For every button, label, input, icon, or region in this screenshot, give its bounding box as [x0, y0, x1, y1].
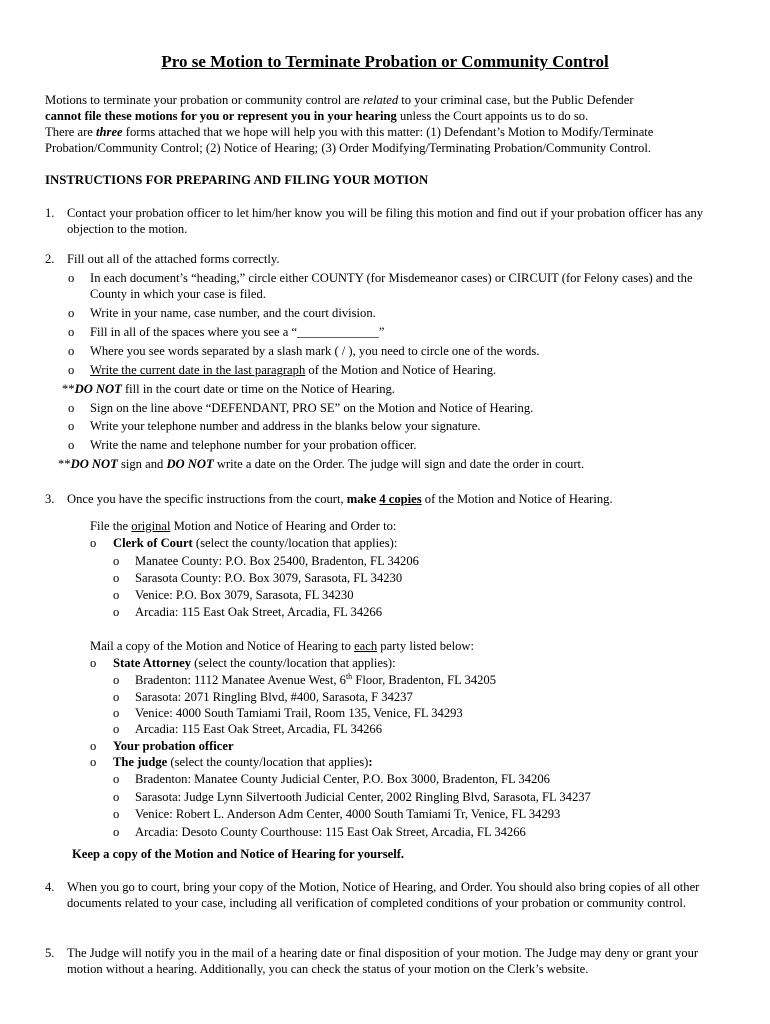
- bullet-icon: o: [68, 306, 75, 320]
- bullet-icon: o: [68, 344, 75, 358]
- bullet-icon: o: [113, 790, 120, 804]
- judge-address: Arcadia: Desoto County Courthouse: 115 East Oak Street, Arcadia, FL 34266: [135, 825, 526, 839]
- step-2-item-slash: Where you see words separated by a slash mark ( / ), you need to circle one of the words.: [90, 344, 540, 358]
- step-2-number: 2.: [45, 252, 55, 266]
- step-2-item-date: Write the current date in the last paragraph of the Motion and Notice of Hearing.: [90, 363, 497, 377]
- note-do-not-fill-date: **DO NOT fill in the court date or time on the Notice of Hearing.: [62, 382, 395, 396]
- clerk-address: Sarasota County: P.O. Box 3079, Sarasota, FL 34230: [135, 571, 403, 585]
- file-original-line: File the original Motion and Notice of Hearing and Order to:: [90, 519, 397, 533]
- step-2-text: Fill out all of the attached forms correctly.: [67, 252, 280, 266]
- bullet-icon: o: [90, 739, 97, 753]
- step-1-text: Contact your probation officer to let him/her know you will be filing this motion and find out if your probation officer has any objection to the motion.: [67, 206, 704, 236]
- instructions-heading: INSTRUCTIONS FOR PREPARING AND FILING YOUR MOTION: [45, 173, 429, 187]
- step-5-text: The Judge will notify you in the mail of a hearing date or final disposition of your motion. The Judge may deny or grant your motion without a hearing. Additionally, you can check the status of your motion on the Clerk’s website.: [67, 946, 699, 976]
- note-do-not-sign-order: **DO NOT sign and DO NOT write a date on the Order. The judge will sign and date the order in court.: [58, 457, 585, 471]
- bullet-icon: o: [113, 673, 120, 687]
- bullet-icon: o: [68, 271, 75, 285]
- step-5-number: 5.: [45, 946, 55, 960]
- step-2-item-sign: Sign on the line above “DEFENDANT, PRO SE” on the Motion and Notice of Hearing.: [90, 401, 534, 415]
- step-2-item-officer: Write the name and telephone number for your probation officer.: [90, 438, 417, 452]
- keep-copy-note: Keep a copy of the Motion and Notice of Hearing for yourself.: [72, 847, 405, 861]
- bullet-icon: o: [113, 722, 120, 736]
- bullet-icon: o: [113, 706, 120, 720]
- state-attorney-address: Venice: 4000 South Tamiami Trail, Room 135, Venice, FL 34293: [135, 706, 463, 720]
- step-2-item-name: Write in your name, case number, and the court division.: [90, 306, 376, 320]
- bullet-icon: o: [113, 807, 120, 821]
- bullet-icon: o: [113, 825, 120, 839]
- step-1-number: 1.: [45, 206, 55, 220]
- step-4-number: 4.: [45, 880, 55, 894]
- state-attorney-address: Arcadia: 115 East Oak Street, Arcadia, FL 34266: [135, 722, 383, 736]
- clerk-address: Arcadia: 115 East Oak Street, Arcadia, FL 34266: [135, 605, 383, 619]
- judge-address: Bradenton: Manatee County Judicial Center, P.O. Box 3000, Bradenton, FL 34206: [135, 772, 550, 786]
- state-attorney-address: Sarasota: 2071 Ringling Blvd, #400, Sarasota, F 34237: [135, 690, 413, 704]
- bullet-icon: o: [113, 690, 120, 704]
- state-attorney-item: State Attorney (select the county/location that applies):: [113, 656, 396, 670]
- mail-copy-line: Mail a copy of the Motion and Notice of Hearing to each party listed below:: [90, 639, 475, 653]
- bullet-icon: o: [68, 363, 75, 377]
- bullet-icon: o: [90, 536, 97, 550]
- clerk-of-court-item: Clerk of Court (select the county/location that applies):: [113, 536, 398, 550]
- step-4-text: When you go to court, bring your copy of the Motion, Notice of Hearing, and Order. You should also bring copies of all other documents related to your case, including all verification of completed conditions of your probation or community control.: [67, 880, 700, 910]
- probation-officer-item: Your probation officer: [113, 739, 234, 753]
- state-attorney-address: Bradenton: 1112 Manatee Avenue West, 6th Floor, Bradenton, FL 34205: [135, 671, 497, 687]
- step-3-text: Once you have the specific instructions from the court, make 4 copies of the Motion and Notice of Hearing.: [67, 492, 613, 506]
- bullet-icon: o: [113, 571, 120, 585]
- clerk-address: Manatee County: P.O. Box 25400, Bradenton, FL 34206: [135, 554, 419, 568]
- step-3-number: 3.: [45, 492, 55, 506]
- step-2-item-blanks: Fill in all of the spaces where you see a “_____________”: [90, 325, 385, 339]
- intro-paragraph: Motions to terminate your probation or community control are related to your criminal case, but the Public Defender cannot file these motions for you or represent you in your hearing unless the Court appoints us to do so. There are three forms attached that we hope will help you with this matter: (1) Defendant’s Motion to Modify/Terminate Probation/Community Control; (2) Notice of Hearing; (3) Order Modifying/Terminating Probation/Community Control.: [45, 93, 654, 155]
- step-2-item-heading: In each document’s “heading,” circle either COUNTY (for Misdemeanor cases) or CIRCUIT (for Felony cases) and the County in which your case is filed.: [90, 271, 693, 301]
- bullet-icon: o: [68, 325, 75, 339]
- judge-item: The judge (select the county/location that applies):: [113, 755, 373, 769]
- bullet-icon: o: [90, 656, 97, 670]
- judge-address: Sarasota: Judge Lynn Silvertooth Judicial Center, 2002 Ringling Blvd, Sarasota, FL 34237: [135, 790, 591, 804]
- bullet-icon: o: [113, 588, 120, 602]
- step-2-item-phone: Write your telephone number and address in the blanks below your signature.: [90, 419, 481, 433]
- bullet-icon: o: [113, 772, 120, 786]
- bullet-icon: o: [113, 605, 120, 619]
- judge-address: Venice: Robert L. Anderson Adm Center, 4000 South Tamiami Tr, Venice, FL 34293: [135, 807, 561, 821]
- clerk-address: Venice: P.O. Box 3079, Sarasota, FL 34230: [135, 588, 354, 602]
- bullet-icon: o: [90, 755, 97, 769]
- bullet-icon: o: [113, 554, 120, 568]
- bullet-icon: o: [68, 419, 75, 433]
- page-title: Pro se Motion to Terminate Probation or Community Control: [161, 52, 609, 71]
- bullet-icon: o: [68, 401, 75, 415]
- bullet-icon: o: [68, 438, 75, 452]
